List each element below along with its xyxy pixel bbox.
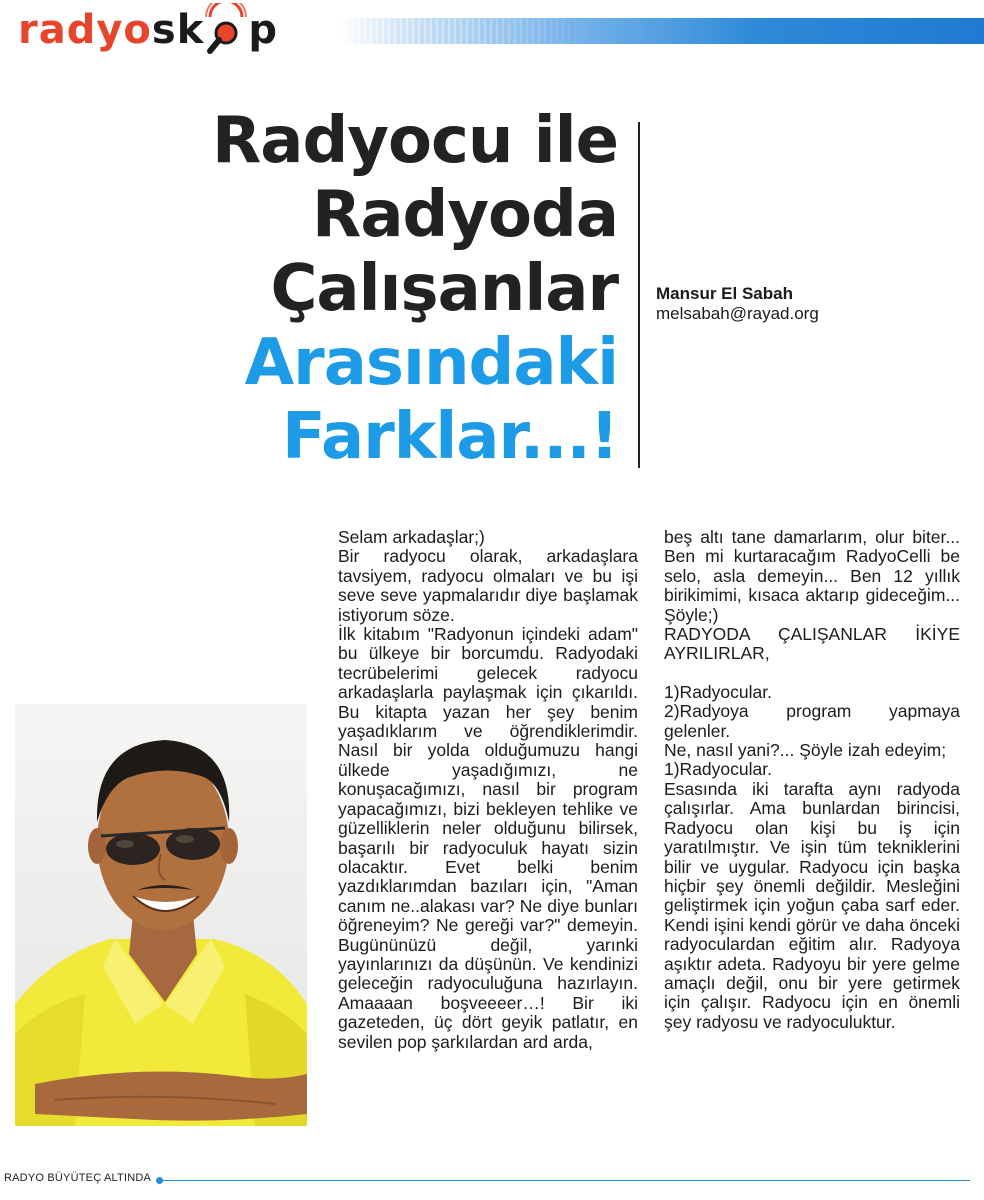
- paragraph: beş altı tane damarlarım, olur biter... Ben mi kurtaracağım RadyoCelli be selo, asla demeyin... Ben 12 yıllık birikimimi, kısaca aktarıp gideceğim... Şöyle;): [664, 527, 960, 625]
- title-line: Radyoda: [312, 178, 618, 252]
- paragraph: Selam arkadaşlar;): [338, 527, 485, 547]
- paragraph: RADYODA ÇALIŞANLAR İKİYE AYRILIRLAR,: [664, 624, 960, 664]
- footer-rule: [162, 1180, 970, 1181]
- paragraph: İlk kitabım "Radyonun içindeki adam" bu ülkeye bir borcumdu. Radyodaki tecrübelerimi gelecek radyocu arkadaşlarla paylaşmak için çıkarıldı. Bu kitapta yazan her şey benim yaşadıklarım ve öğrendiklerimdir. Nasıl bir yolda olduğumuzu hangi ülkede yaşadığımızı, ne konuşacağımızı, nasıl bir program yapacağımızı, bizi bekleyen tehlike ve güzelliklerin neler olduğunu bilirsek, başarılı bir radyoculuk hayatı sizin olacaktır. Evet belki benim yazdıklarımdan bazıları için, "Aman canım ne..alakası var? Ne diye bunları öğreneyim? Ne gereği var?" demeyin. Bugününüzü değil, yarınki yayınlarınızı da düşünün. Ve kendinizi geleceğin radyoculuğuna hazırlayın. Amaaaan boşveeeer…! Bir iki gazeteden, üç dört geyik patlatır, en sevilen pop şarkılardan ard arda,: [338, 624, 638, 1052]
- section-label: RADYO BÜYÜTEÇ ALTINDA: [4, 1172, 152, 1184]
- logo-text-sk: sk: [151, 7, 205, 53]
- title-line: Çalışanlar: [270, 252, 618, 326]
- radyoskop-logo: [18, 2, 278, 58]
- list-item: 1)Radyocular.: [664, 681, 772, 702]
- article-column-1: [338, 528, 638, 1052]
- author-name: Mansur El Sabah: [656, 284, 793, 303]
- list-item: 2)Radyoya program yapmaya gelenler.: [664, 701, 960, 741]
- logo-text-radyo: radyo: [18, 7, 152, 53]
- subheading: 1)Radyocular.: [664, 759, 772, 780]
- author-byline: [656, 284, 819, 324]
- title-line-blue: Farklar...!: [282, 400, 618, 474]
- logo-text-p: p: [248, 7, 278, 53]
- header-stripe-overlay: [340, 18, 984, 44]
- paragraph: Ne, nasıl yani?... Şöyle izah edeyim;: [664, 740, 947, 761]
- article-column-2: [664, 528, 960, 1032]
- paragraph: Esasında iki tarafta aynı radyoda çalışırlar. Ama bunlardan birincisi, Radyocu olan kişi bu iş için yaratılmıştır. Ve işin tüm tekniklerini bilir ve uygular. Radyocu için başka hiçbir şey önemli değildir. Mesleğini geliştirmek için yoğun çaba sarf eder. Kendi işini kendi görür ve daha önceki radyoculardan eğitim alır. Radyoya aşıktır adeta. Radyoyu bir yere gelme amaçlı değil, onu bir yere getirmek için çalışır. Radyocu için en önemli şey radyosu ve radyoculuktur.: [664, 778, 960, 1032]
- author-photo: [15, 704, 307, 1126]
- magnifier-icon: [202, 3, 250, 57]
- title-divider: [638, 122, 640, 468]
- title-line-blue: Arasındaki: [244, 326, 618, 400]
- paragraph: Bir radyocu olarak, arkadaşlara tavsiyem, radyocu olmaları ve bu işi seve seve yapmalarıdır diye başlamak istiyorum söze.: [338, 546, 638, 625]
- title-line: Radyocu ile: [211, 104, 618, 178]
- author-email: melsabah@rayad.org: [656, 304, 819, 323]
- article-title: [58, 104, 618, 474]
